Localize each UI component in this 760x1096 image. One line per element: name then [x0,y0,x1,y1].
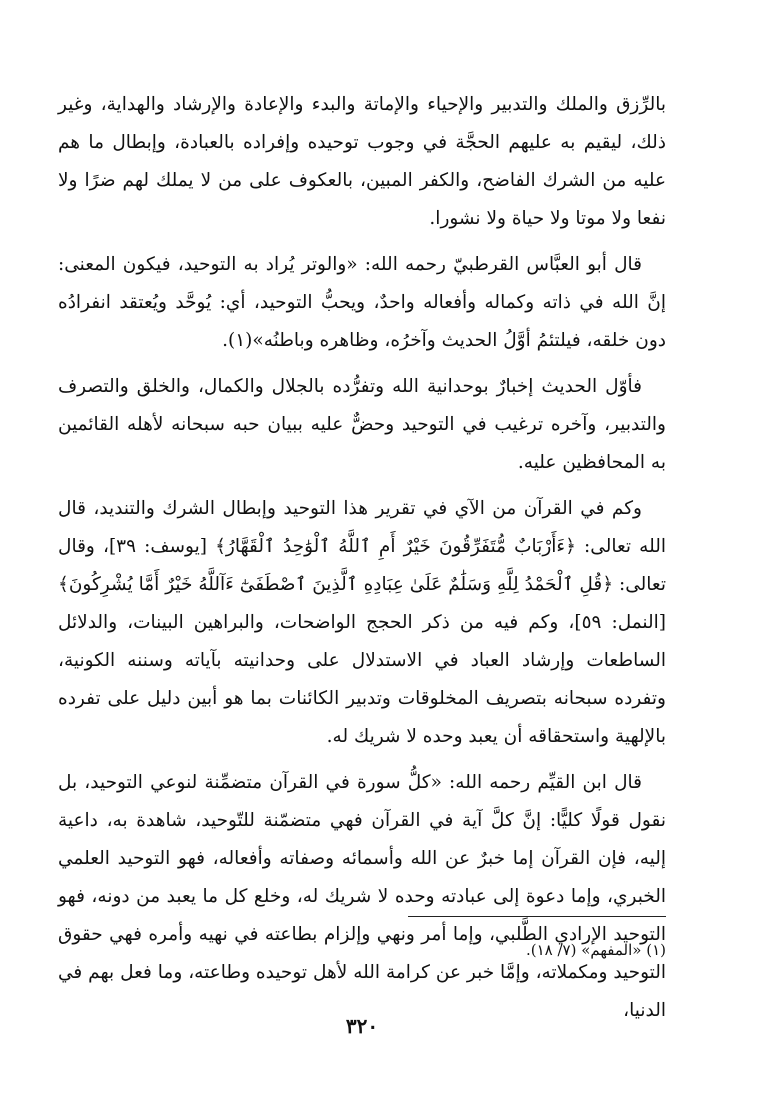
paragraph-5: قال ابن القيِّم رحمه الله: «كلُّ سورة في القرآن متضمِّنة لنوعي التوحيد، بل نقول قولًا كليًّا: إنَّ كلَّ آية في القرآن فهي متضمّنة للتّوحيد، شاهدة به، داعية إليه، فإن القرآن إما خبرٌ عن الله وأسمائه وصفاته وأفعاله، فهو التوحيد العلمي الخبري، وإما دعوة إلى عبادته وحده لا شريك له، وخلع كل ما يعبد من دونه، فهو التوحيد الإرادي الطَّلبي، وإما أمر ونهي وإلزام بطاعته في نهيه وأمره فهي حقوق التوحيد ومكملاته، وإمَّا خبر عن كرامة الله لأهل توحيده وطاعته، وما فعل بهم في الدنيا، [58,772,666,1021]
footnote-divider [408,916,666,917]
book-page [58,86,666,1046]
paragraph-1: بالرِّزق والملك والتدبير والإحياء والإماتة والبدء والإعادة والإرشاد والهداية، وغير ذلك، ليقيم به عليهم الحجَّة في وجوب توحيده وإفراده بالعبادة، وإبطال ما هم عليه من الشرك الفاضح، والكفر المبين، بالعكوف على من لا يملك لهم ضرًا ولا نفعا ولا موتا ولا حياة ولا نشورا. [58,94,666,229]
paragraph-4: وكم في القرآن من الآي في تقرير هذا التوحيد وإبطال الشرك والتنديد، قال الله تعالى: ﴿ءَأَرْبَابٌ مُّتَفَرِّقُونَ خَيْرٌ أَمِ ٱللَّهُ ٱلْوَٰحِدُ ٱلْقَهَّارُ﴾ [يوسف: ٣٩]، وقال تعالى: ﴿قُلِ ٱلْحَمْدُ لِلَّهِ وَسَلَٰمٌ عَلَىٰ عِبَادِهِ ٱلَّذِينَ ٱصْطَفَىٰٓ ءَآللَّهُ خَيْرٌ أَمَّا يُشْرِكُونَ﴾ [النمل: ٥٩]، وكم فيه من ذكر الحجج الواضحات، والبراهين البينات، والدلائل الساطعات وإرشاد العباد في الاستدلال على وحدانيته بآياته وسننه الكونية، وتفرده سبحانه بتصريف المخلوقات وتدبير الكائنات بما هو أبين دليل على تفرده بالإلهية واستحقاقه أن يعبد وحده لا شريك له. [58,498,666,747]
paragraph-2: قال أبو العبَّاس القرطبيّ رحمه الله: «والوتر يُراد به التوحيد، فيكون المعنى: إنَّ الله في ذاته وكماله وأفعاله واحدٌ، ويحبُّ التوحيد، أي: يُوحَّد ويُعتقد انفرادُه دون خلقه، فيلتئمُ أوَّلُ الحديث وآخرُه، وظاهره وباطنُه»(١). [58,254,666,351]
footnote: (١) «المفهم» (٧/ ١٨). [525,941,666,959]
page-number: ٣٢٠ [345,1014,379,1038]
paragraph-3: فأوّل الحديث إخبارٌ بوحدانية الله وتفرُّده بالجلال والكمال، والخلق والتصرف والتدبير، وآخره ترغيب في التوحيد وحضٌّ عليه ببيان حبه سبحانه لأهله القائمين به المحافظين عليه. [58,376,666,473]
